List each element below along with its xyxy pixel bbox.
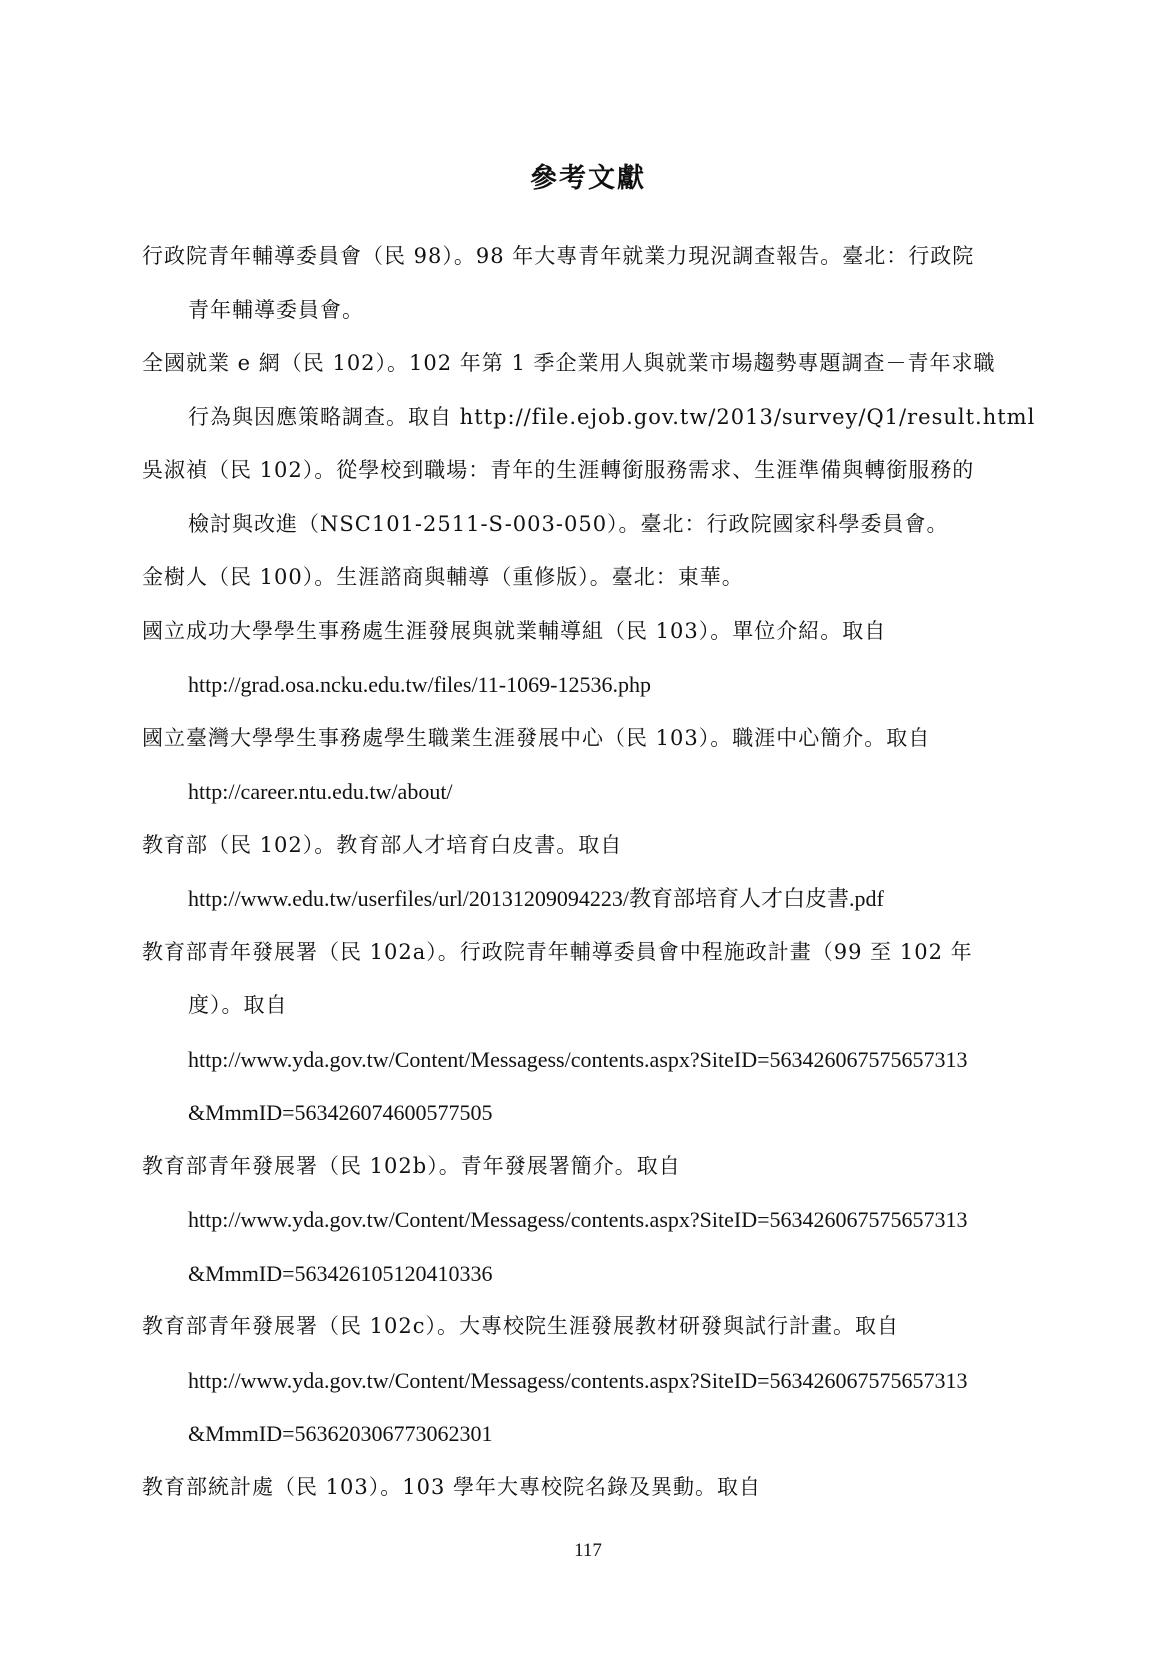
reference-line: 教育部青年發展署（民 102b）。青年發展署簡介。取自	[142, 1153, 681, 1178]
reference-entry	[142, 551, 1042, 605]
reference-line: 吳淑禎（民 102）。從學校到職場：青年的生涯轉銜服務需求、生涯準備與轉銜服務的	[142, 458, 975, 482]
reference-line: 行政院青年輔導委員會（民 98）。98 年大專青年就業力現況調查報告。臺北：行政院	[142, 244, 975, 268]
reference-continuation-line: http://grad.osa.ncku.edu.tw/files/11-1069-12536.php	[188, 672, 651, 697]
reference-continuation-line: http://www.yda.gov.tw/Content/Messagess/contents.aspx?SiteID=563426067575657313	[188, 1046, 968, 1072]
reference-line: 教育部（民 102）。教育部人才培育白皮書。取自	[142, 832, 623, 857]
reference-continuation-line: 行為與因應策略調查。取自 http://file.ejob.gov.tw/2013/survey/Q1/result.html	[188, 404, 1036, 429]
reference-line: 全國就業 e 網（民 102）。102 年第 1 季企業用人與就業市場趨勢專題調查－青年求職	[142, 351, 996, 375]
reference-entry	[142, 926, 1042, 1140]
reference-line: 教育部統計處（民 103）。103 學年大專校院名錄及異動。取自	[142, 1474, 762, 1499]
reference-continuation-line: 度）。取自	[188, 993, 288, 1017]
reference-entry	[142, 1140, 1042, 1301]
reference-line: 教育部青年發展署（民 102a）。行政院青年輔導委員會中程施政計畫（99 至 102 年	[142, 939, 973, 964]
reference-entry	[142, 1300, 1042, 1461]
reference-entry	[142, 712, 1042, 819]
reference-entry	[142, 605, 1042, 712]
reference-continuation-line: &MmmID=563426074600577505	[188, 1100, 493, 1125]
reference-continuation-line: &MmmID=563426105120410336	[188, 1260, 493, 1286]
reference-continuation-line: http://www.yda.gov.tw/Content/Messagess/contents.aspx?SiteID=563426067575657313	[188, 1207, 968, 1232]
reference-line: 國立臺灣大學學生事務處學生職業生涯發展中心（民 103）。職涯中心簡介。取自	[142, 725, 931, 750]
page-number: 117	[574, 1540, 602, 1561]
reference-line: 教育部青年發展署（民 102c）。大專校院生涯發展教材研發與試行計畫。取自	[142, 1314, 900, 1338]
page-title: 參考文獻	[530, 163, 646, 194]
reference-entry	[142, 444, 1042, 551]
reference-continuation-line: 青年輔導委員會。	[188, 297, 364, 322]
reference-entry	[142, 819, 1042, 926]
reference-continuation-line: http://www.yda.gov.tw/Content/Messagess/contents.aspx?SiteID=563426067575657313	[188, 1367, 968, 1393]
reference-entry	[142, 1461, 1042, 1515]
reference-continuation-line: http://www.edu.tw/userfiles/url/20131209094223/教育部培育人才白皮書.pdf	[188, 886, 884, 911]
reference-list	[142, 230, 1042, 1514]
reference-line: 國立成功大學學生事務處生涯發展與就業輔導組（民 103）。單位介紹。取自	[142, 618, 887, 643]
reference-continuation-line: 檢討與改進（NSC101-2511-S-003-050）。臺北：行政院國家科學委員會。	[188, 511, 949, 536]
reference-line: 金樹人（民 100）。生涯諮商與輔導（重修版）。臺北：東華。	[142, 565, 744, 589]
reference-continuation-line: http://career.ntu.edu.tw/about/	[188, 779, 453, 804]
reference-entry	[142, 337, 1042, 444]
reference-entry	[142, 230, 1042, 337]
reference-continuation-line: &MmmID=563620306773062301	[188, 1421, 493, 1446]
